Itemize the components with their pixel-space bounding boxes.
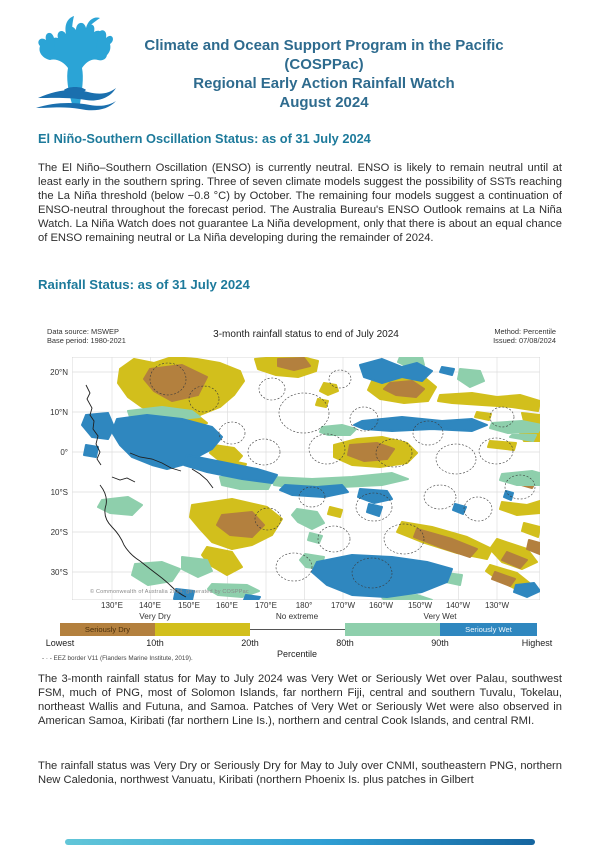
enso-status-heading: El Niño-Southern Oscillation Status: as of 31 July 2024 (38, 131, 371, 146)
title-line-4: August 2024 (279, 94, 369, 111)
figure-method-issued (493, 328, 556, 346)
title-line-3: Regional Early Action Rainfall Watch (193, 75, 455, 92)
rainfall-wet-paragraph: The 3-month rainfall status for May to July 2024 was Very Wet or Seriously Wet over Palau, southwest FSM, much of PNG, most of Solomon Islands, far northern Fiji, central and southern Tuvalu, Tokelau, northeast Wallis and Futuna, and Samoa. Patches of Very Wet or Seriously Wet were also observed in American Samoa, Kiribati (far northern Line Is.), northern and central Cook Islands, and central RMI. (38, 673, 562, 728)
legend-seg-label-seriously-dry: Seriously Dry (84, 625, 131, 634)
rainfall-status-map (72, 357, 540, 600)
lon-tick: 130°E (101, 601, 123, 610)
lon-tick: 140°E (139, 601, 161, 610)
lon-tick: 150°E (178, 601, 200, 610)
title-line-2: (COSPPac) (284, 56, 364, 73)
figure-title: 3-month rainfall status to end of July 2024 (213, 329, 399, 340)
legend-seg-very-dry (155, 623, 250, 636)
lat-tick: 0° (60, 448, 68, 457)
legend-tick-lowest: Lowest (45, 638, 75, 648)
lon-tick: 140°W (445, 601, 471, 610)
data-source-line: Data source: MSWEP (47, 327, 119, 336)
lon-tick: 170°E (255, 601, 277, 610)
lon-tick: 130°W (484, 601, 510, 610)
legend-label-very-wet: Very Wet (423, 612, 457, 621)
legend-seg-no-extreme (250, 629, 345, 630)
legend-label-very-dry: Very Dry (139, 612, 171, 621)
method-line: Method: Percentile (494, 327, 556, 336)
legend-tick-10th: 10th (146, 638, 164, 648)
rainfall-dry-paragraph: The rainfall status was Very Dry or Seriously Dry for May to July over CNMI, southeastern PNG, northern New Caledonia, northwest Vanuatu, Kiribati (northern Phoenix Is. plus patches in Gilbert (38, 760, 562, 787)
lon-tick: 170°W (330, 601, 356, 610)
issued-line: Issued: 07/08/2024 (493, 335, 556, 345)
title-line-1: Climate and Ocean Support Program in the Pacific (144, 37, 504, 54)
lon-tick: 150°W (407, 601, 433, 610)
lon-tick: 180° (295, 601, 313, 610)
legend-tick-90th: 90th (431, 638, 449, 648)
map-attribution: © Commonwealth of Australia 2024, generated by COSPPac (90, 589, 249, 595)
cosppac-coral-logo-icon (28, 12, 120, 116)
lat-tick: 10°S (50, 488, 68, 497)
legend-tick-80th: 80th (336, 638, 354, 648)
base-period-line: Base period: 1980-2021 (47, 335, 126, 345)
lat-tick: 20°N (50, 368, 68, 377)
enso-status-paragraph: The El Niño–Southern Oscillation (ENSO) is currently neutral. ENSO is likely to remain neutral until at least early in the southern spring. Three of seven climate models suggest the possibility of SSTs reaching the La Niña threshold (below −0.8 °C) by October. The remaining four models suggest a continuation of ENSO-neutral throughout the forecast period. The Australia Bureau's ENSO Outlook remains at La Niña Watch. La Niña Watch does not guarantee La Niña development, only that there is about an equal chance of ENSO remaining neutral or La Niña developing during the remainder of 2024. (38, 162, 562, 245)
legend-tick-highest: Highest (521, 638, 553, 648)
lat-tick: 20°S (50, 528, 68, 537)
footer-accent-bar (65, 839, 535, 845)
lat-tick: 30°S (50, 568, 68, 577)
rainfall-status-heading: Rainfall Status: as of 31 July 2024 (38, 277, 250, 292)
legend-seg-label-seriously-wet: Seriously Wet (465, 625, 512, 634)
lat-tick: 10°N (50, 408, 68, 417)
lon-tick: 160°W (368, 601, 394, 610)
legend-label-no-extreme: No extreme (275, 612, 319, 621)
lon-tick: 160°E (216, 601, 238, 610)
legend-axis-label: Percentile (276, 649, 318, 659)
percentile-legend-bar (60, 623, 537, 636)
legend-tick-20th: 20th (241, 638, 259, 648)
legend-seg-very-wet (345, 623, 440, 636)
eez-footnote: - · - EEZ border V11 (Flanders Marine Institute, 2019). (42, 655, 193, 662)
document-title (108, 36, 540, 112)
